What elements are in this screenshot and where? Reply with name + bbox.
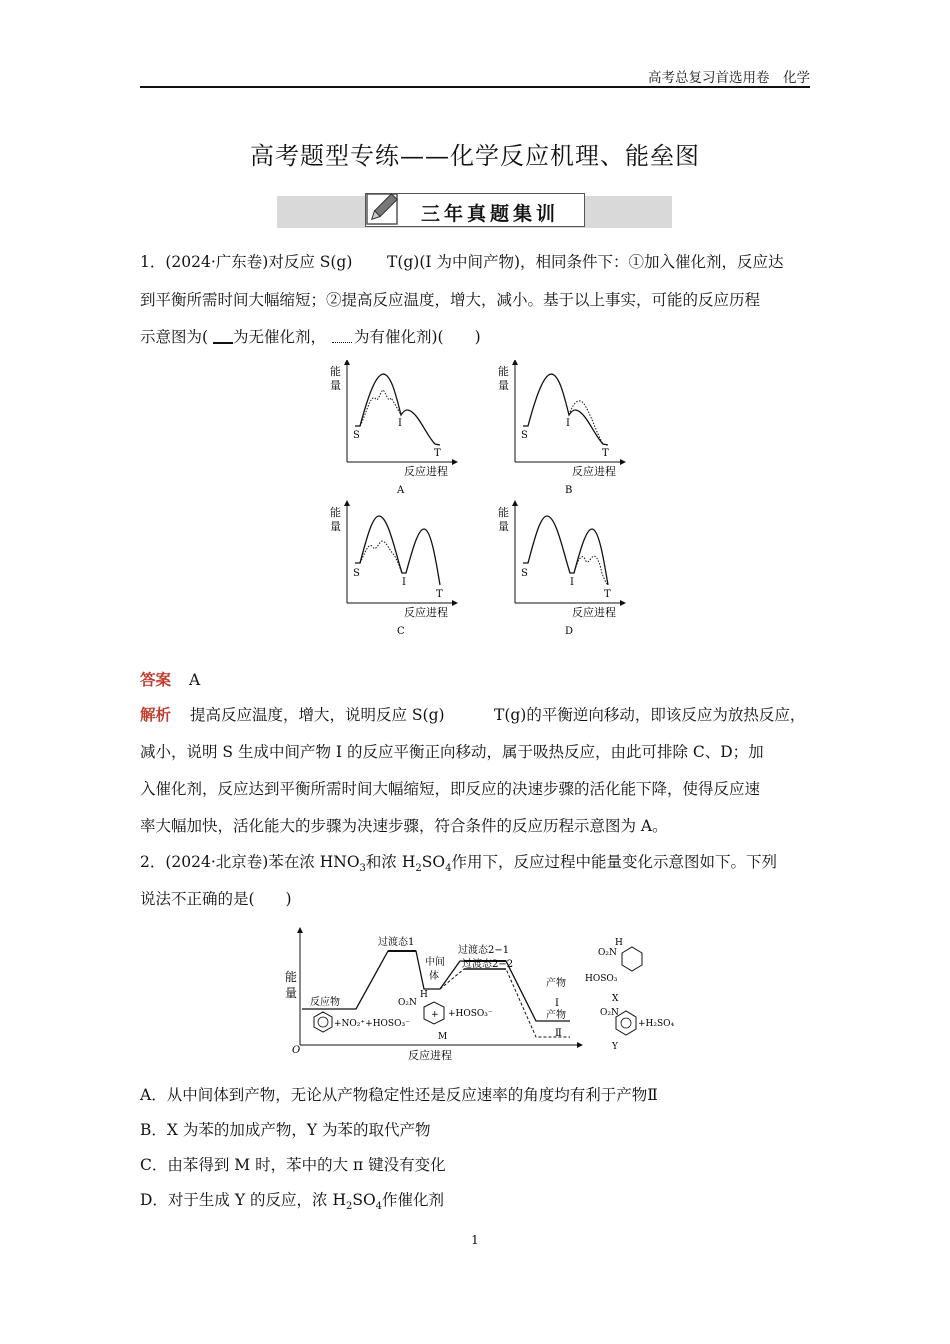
analysis-line4: 率大幅加快，活化能大的步骤为决速步骤，符合条件的反应历程示意图为 A。: [140, 817, 668, 835]
dotted-line-legend: [332, 342, 352, 343]
product-label-1: 产物: [546, 978, 566, 989]
label-t: T: [434, 448, 441, 459]
product-label-2: 产物: [546, 1010, 566, 1021]
y-formula: +H₂SO₄: [638, 1019, 675, 1029]
ylabel-bot: 量: [498, 520, 509, 533]
q2-sub2: 2: [415, 863, 422, 875]
analysis-label: 解析: [140, 705, 172, 724]
m-h: H: [420, 990, 428, 1000]
option-d-c: 作催化剂: [382, 1191, 445, 1209]
answer-value: A: [189, 671, 201, 689]
label-s: S: [353, 430, 360, 441]
intermediate-label-2: 体: [429, 971, 439, 982]
m-plus: +: [431, 1010, 439, 1020]
graph-c: [330, 503, 455, 637]
q2-line1b: 和浓 H: [365, 853, 416, 871]
q1-graphs: [320, 360, 640, 645]
pencil-icon: [363, 188, 407, 232]
q1-line3a: 示意图为(: [140, 328, 209, 346]
q2-sub3: 4: [445, 863, 452, 875]
option-c: C．由苯得到 M 时，苯中的大 π 键没有变化: [140, 1156, 446, 1174]
ylabel-top: 能: [498, 506, 509, 519]
ylabel-bot: 量: [498, 379, 509, 392]
q1-line3c: 为有催化剂)( ): [354, 328, 481, 346]
m-o2n: O₂N: [398, 998, 417, 1008]
label-i: I: [402, 577, 406, 588]
q2-energy-diagram: [280, 925, 680, 1067]
label-i: I: [566, 418, 570, 429]
y-label: Y: [612, 1042, 618, 1052]
analysis-line1b: T(g)的平衡逆向移动，即该反应为放热反应，: [494, 706, 806, 724]
option-d-b: SO: [352, 1191, 376, 1209]
graph-d: [498, 503, 623, 637]
header-rule: [140, 86, 810, 88]
q2-xlabel: 反应进程: [408, 1049, 452, 1062]
graph-label-b: B: [565, 485, 573, 496]
ts22-label: 过渡态2−2: [462, 959, 514, 970]
ylabel-top: 能: [330, 506, 341, 519]
q2-line2: 说法不正确的是( ): [140, 890, 292, 908]
m-formula: +HOSO₃⁻: [448, 1009, 493, 1019]
label-t: T: [436, 589, 443, 600]
banner-title: 三年真题集训: [421, 203, 560, 225]
section-banner: [277, 196, 672, 228]
q2-ylabel-top: 能: [285, 970, 298, 984]
x-h: H: [615, 938, 623, 948]
xlabel: 反应进程: [404, 465, 448, 478]
x-hoso3: HOSO₃: [585, 974, 618, 984]
page-number: 1: [471, 1233, 479, 1247]
intermediate-label-1: 中间: [425, 957, 445, 968]
label-s: S: [521, 430, 528, 441]
solid-line-legend: [213, 342, 233, 344]
q1-line1b: T(g)(I 为中间产物)，相同条件下：①加入催化剂，反应达: [387, 253, 784, 271]
label-s: S: [353, 568, 360, 579]
label-s: S: [521, 568, 528, 579]
q2-ylabel-bot: 量: [285, 986, 298, 1000]
analysis-line3: 入催化剂，反应达到平衡所需时间大幅缩短，即反应的决速步骤的活化能下降，使得反应速: [140, 780, 761, 798]
ylabel-top: 能: [330, 365, 341, 378]
page-title: 高考题型专练——化学反应机理、能垒图: [250, 142, 700, 170]
analysis-line2: 减小，说明 S 生成中间产物 I 的反应平衡正向移动，属于吸热反应，由此可排除 C、D；加: [140, 743, 764, 761]
q2-line1: [140, 852, 777, 879]
ylabel-bot: 量: [330, 379, 341, 392]
q2-line1a: 2．(2024·北京卷)苯在浓 HNO: [140, 853, 360, 871]
option-d-sub2: 4: [375, 1201, 383, 1213]
label-i: I: [398, 418, 402, 429]
q2-line1c: SO: [421, 853, 446, 871]
xlabel: 反应进程: [572, 465, 616, 478]
m-label: M: [438, 1032, 448, 1042]
q2-origin: O: [292, 1045, 301, 1056]
option-d-sub1: 2: [345, 1201, 353, 1213]
reactant-label: 反应物: [310, 997, 340, 1008]
option-a: A．从中间体到产物，无论从产物稳定性还是反应速率的角度均有利于产物Ⅱ: [140, 1086, 658, 1104]
label-t: T: [604, 589, 611, 600]
q2-sub1: 3: [359, 863, 366, 875]
ts1-label: 过渡态1: [378, 937, 415, 948]
y-o2n: O₂N: [600, 1008, 619, 1018]
graph-a: [330, 362, 455, 496]
q1-line3b: 为无催化剂，: [233, 328, 327, 346]
xlabel: 反应进程: [404, 606, 448, 619]
label-i: I: [570, 577, 574, 588]
x-o2n: O₂N: [598, 948, 617, 958]
reactant-formula: +NO₂⁺+HOSO₃⁻: [334, 1019, 410, 1029]
graph-label-c: C: [397, 626, 405, 637]
graph-label-a: A: [397, 485, 405, 496]
answer-label: 答案: [140, 670, 172, 689]
header-text: 高考总复习首选用卷 化学: [648, 70, 810, 86]
ts21-label: 过渡态2−1: [458, 945, 510, 956]
q2-line1d: 作用下，反应过程中能量变化示意图如下。下列: [451, 853, 777, 871]
graph-label-d: D: [565, 626, 574, 637]
analysis-line1a: 提高反应温度，增大，说明反应 S(g): [190, 706, 445, 724]
ylabel-bot: 量: [330, 520, 341, 533]
graph-b: [498, 362, 623, 496]
q1-line1a: 1．(2024·广东卷)对反应 S(g): [140, 253, 353, 271]
product-i-label: Ⅰ: [555, 998, 559, 1009]
x-label: X: [612, 994, 619, 1004]
option-d: [140, 1190, 444, 1217]
option-b: B．X 为苯的加成产物，Y 为苯的取代产物: [140, 1121, 431, 1139]
option-d-a: D．对于生成 Y 的反应，浓 H: [140, 1191, 346, 1209]
q1-line2: 到平衡所需时间大幅缩短；②提高反应温度，增大，减小。基于以上事实，可能的反应历程: [140, 291, 761, 309]
product-ii-label: Ⅱ: [555, 1028, 562, 1039]
benzene-ring: [314, 1012, 332, 1032]
ylabel-top: 能: [498, 365, 509, 378]
xlabel: 反应进程: [572, 606, 616, 619]
label-t: T: [602, 448, 609, 459]
